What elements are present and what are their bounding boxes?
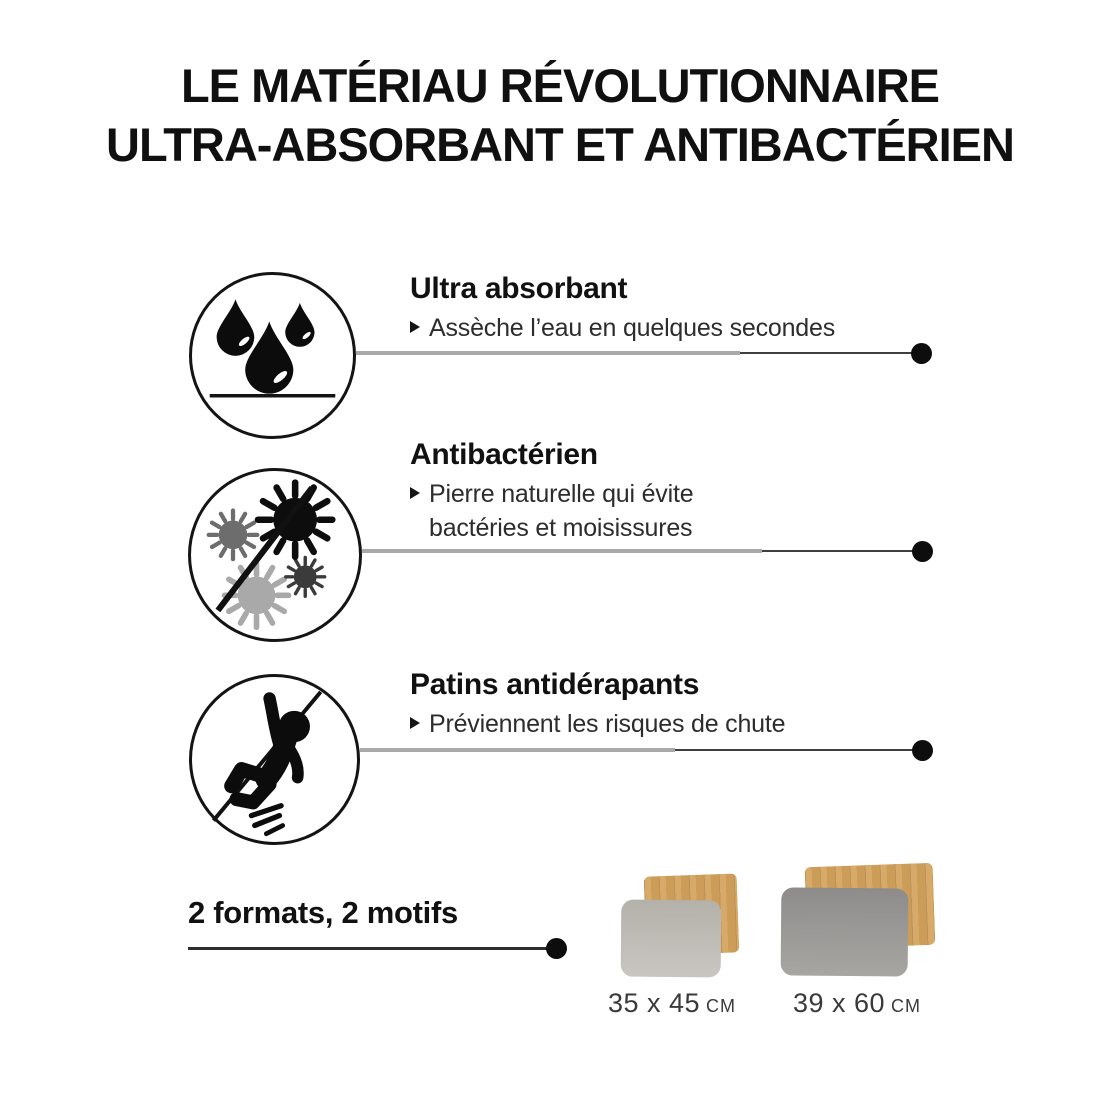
connector-line-dark bbox=[675, 749, 922, 751]
bullet-triangle-icon bbox=[410, 487, 420, 499]
feature-3-description bbox=[410, 707, 785, 741]
feature-3-circle bbox=[189, 674, 360, 845]
page-title-line1: LE MATÉRIAU RÉVOLUTIONNAIRE bbox=[180, 59, 940, 112]
feature-1-connector bbox=[356, 342, 942, 364]
feature-3-line1: Préviennent les risques de chute bbox=[429, 710, 786, 738]
feature-3-text bbox=[410, 668, 785, 741]
feature-2-circle bbox=[188, 468, 362, 642]
water-drops-icon bbox=[192, 275, 353, 436]
bullet-triangle-icon bbox=[410, 717, 420, 729]
feature-1-heading: Ultra absorbant bbox=[410, 272, 628, 305]
stone-mat-large-image bbox=[781, 887, 909, 976]
formats-label: 2 formats, 2 motifs bbox=[188, 895, 458, 930]
size-small-dims: 35 x 45 bbox=[607, 988, 701, 1018]
size-label-small bbox=[598, 988, 746, 1019]
feature-2-text bbox=[410, 438, 693, 545]
feature-2-connector bbox=[362, 540, 948, 562]
feature-2-line2: bactéries et moisissures bbox=[429, 514, 693, 542]
feature-2-line1: Pierre naturelle qui évite bbox=[429, 480, 694, 508]
connector-line-gray bbox=[360, 748, 675, 752]
page-title-line2: ULTRA-ABSORBANT ET ANTIBACTÉRIEN bbox=[106, 118, 1014, 171]
feature-1-circle bbox=[189, 272, 356, 439]
feature-2-lines bbox=[429, 477, 693, 545]
connector-line-dark bbox=[740, 352, 922, 354]
size-small-unit: cm bbox=[706, 990, 737, 1018]
feature-3-connector bbox=[360, 739, 946, 761]
size-large-dims: 39 x 60 bbox=[792, 988, 886, 1018]
connector-line-gray bbox=[362, 549, 762, 553]
connector-line-dark bbox=[762, 550, 924, 552]
size-label-large bbox=[778, 988, 936, 1019]
stone-mat-small-image bbox=[621, 900, 722, 978]
feature-1-line1: Assèche l’eau en quelques secondes bbox=[429, 314, 835, 342]
feature-1-text bbox=[410, 272, 835, 345]
connector-line-gray bbox=[356, 351, 740, 355]
feature-2-heading: Antibactérien bbox=[410, 438, 598, 471]
bullet-triangle-icon bbox=[410, 321, 420, 333]
feature-3-heading: Patins antidérapants bbox=[410, 668, 700, 701]
feature-2-description bbox=[410, 477, 693, 545]
formats-dot bbox=[546, 938, 567, 959]
formats-line bbox=[188, 947, 557, 950]
connector-dot bbox=[912, 740, 933, 761]
page-title bbox=[0, 56, 1120, 174]
bacteria-crossed-icon bbox=[191, 471, 359, 639]
connector-dot bbox=[911, 343, 932, 364]
feature-1-description bbox=[410, 311, 835, 345]
size-large-unit: cm bbox=[891, 990, 922, 1018]
slip-fall-icon bbox=[192, 677, 357, 842]
connector-dot bbox=[912, 541, 933, 562]
